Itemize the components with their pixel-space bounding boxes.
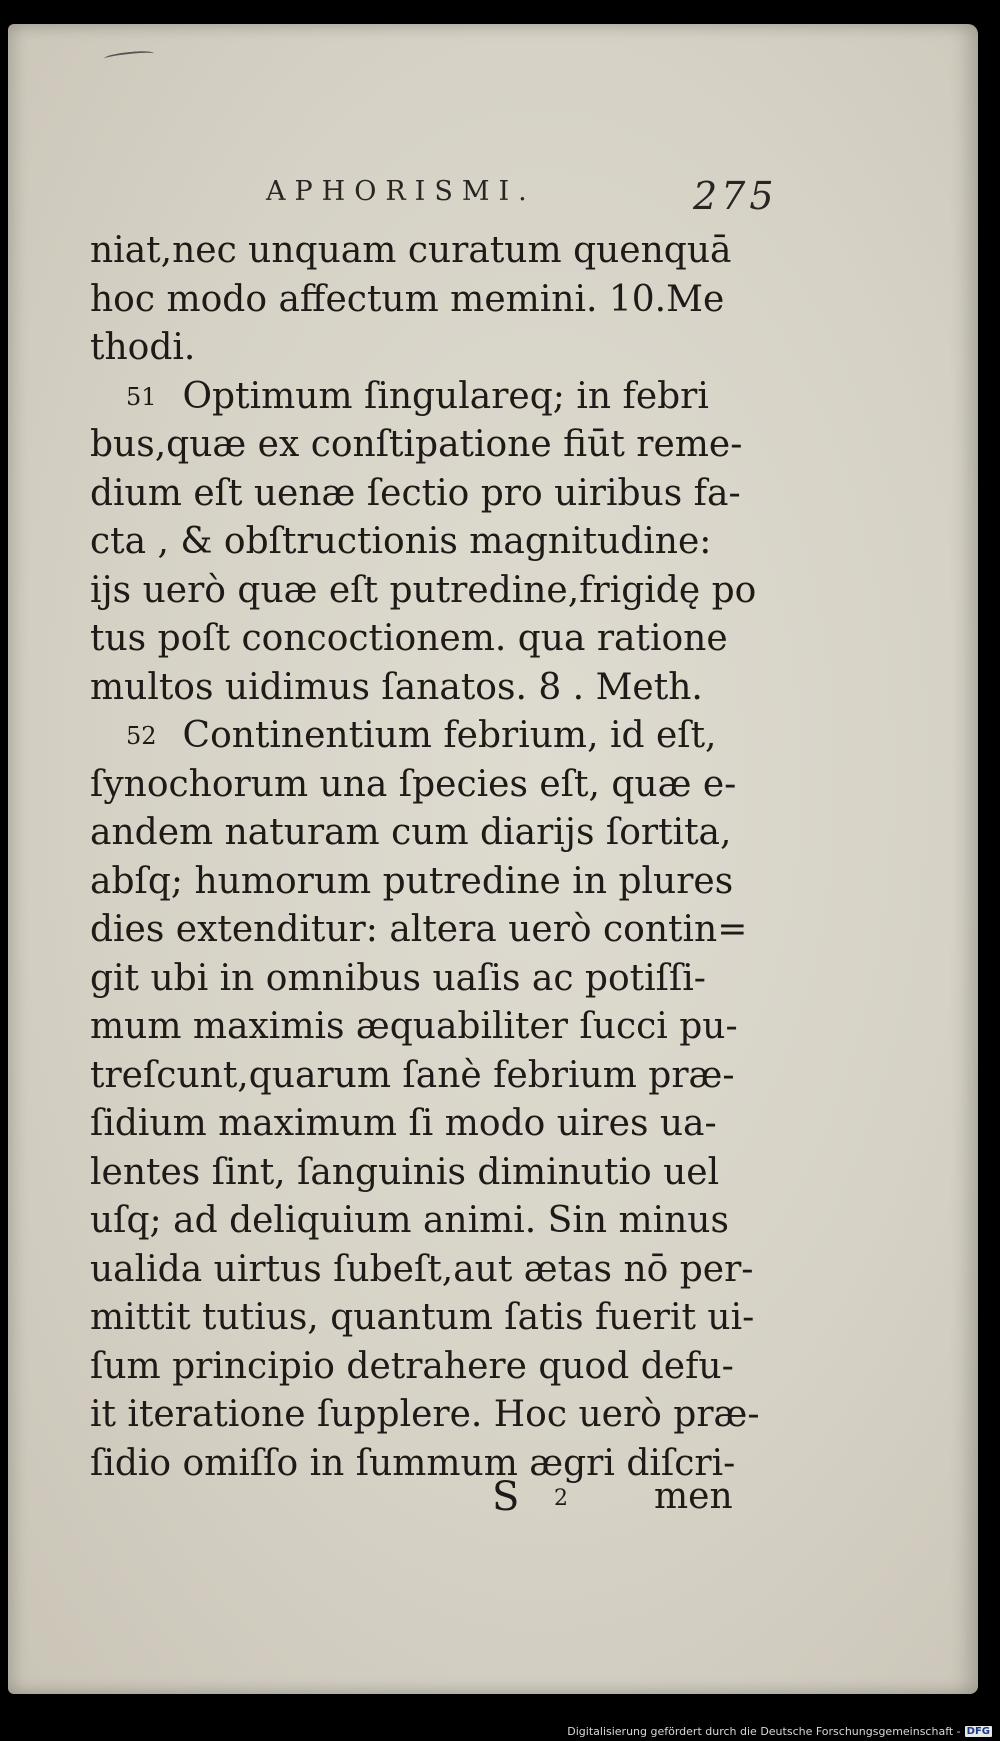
signature-number: 2 [554,1486,568,1511]
text-line-1: niat,nec unquam curatum quenquā [90,230,732,271]
text-line-2: hoc modo affectum memini. 10.Me [90,278,725,320]
text-line-7: cta , & obſtructionis magnitudine: [90,521,712,562]
text-line-3: thodi. [90,327,196,368]
text-line-9: tus poſt concoctionem. qua ratione [90,618,728,659]
text-line-19: ſidium maximum ſi modo uires ua- [90,1103,717,1144]
text-line-8: ijs uerò quæ eſt putredine,frigidę po [90,569,757,611]
text-line-26: ſidio omiſſo in ſummum ægri diſcri- [90,1442,736,1484]
text-line-22: ualida uirtus ſubeſt,aut ætas nō per- [90,1248,754,1290]
signature-mark: S [492,1474,520,1520]
ink-mark [104,49,155,62]
text-line-13: andem naturam cum diarijs ſortita, [90,812,732,853]
text-line-10: multos uidimus ſanatos. 8 . Meth. [90,666,703,708]
book-page [8,24,978,1694]
text-line-12: ſynochorum una ſpecies eſt, quæ e- [90,763,737,805]
text-line-23: mittit tutius, quantum ſatis fuerit ui- [90,1297,755,1338]
text-line-4: 51 Optimum ſingulareq; in febri [90,373,770,422]
text-line-17: mum maximis æquabiliter ſucci pu- [90,1006,738,1047]
text-line-16: git ubi in omnibus uaſis ac potiſſi- [90,957,706,999]
footer-credit: Digitalisierung gefördert durch die Deutsche Forschungsgemeinschaft - [567,1725,961,1738]
text-line-5: bus,quæ ex conſtipatione fiūt reme- [90,424,743,465]
page-number: 275 [693,174,778,218]
text-line-24: ſum principio detrahere quod defu- [90,1345,734,1387]
text-line-14: abſq; humorum putredine in plures [90,860,734,902]
running-header: APHORISMI. [266,176,536,207]
text-line-21: uſq; ad deliquium animi. Sin minus [90,1200,729,1241]
text-line-11: 52 Continentium febrium, id eſt, [90,712,770,761]
text-line-20: lentes ſint, ſanguinis diminutio uel [90,1151,720,1193]
dfg-logo-icon: DFG [966,1726,990,1737]
aphorism-number: 52 [126,722,157,750]
catchword: men [654,1476,733,1517]
body-text [90,227,770,1488]
digitization-footer [567,1725,992,1738]
text-line-6: dium eſt uenæ ſectio pro uiribus fa- [90,472,741,514]
text-line-25: it iteratione ſupplere. Hoc uerò præ- [90,1394,760,1435]
aphorism-number: 51 [126,382,157,411]
text-line-18: treſcunt,quarum ſanè febrium præ- [90,1054,735,1096]
text-line-15: dies extenditur: altera uerò contin= [90,909,748,950]
